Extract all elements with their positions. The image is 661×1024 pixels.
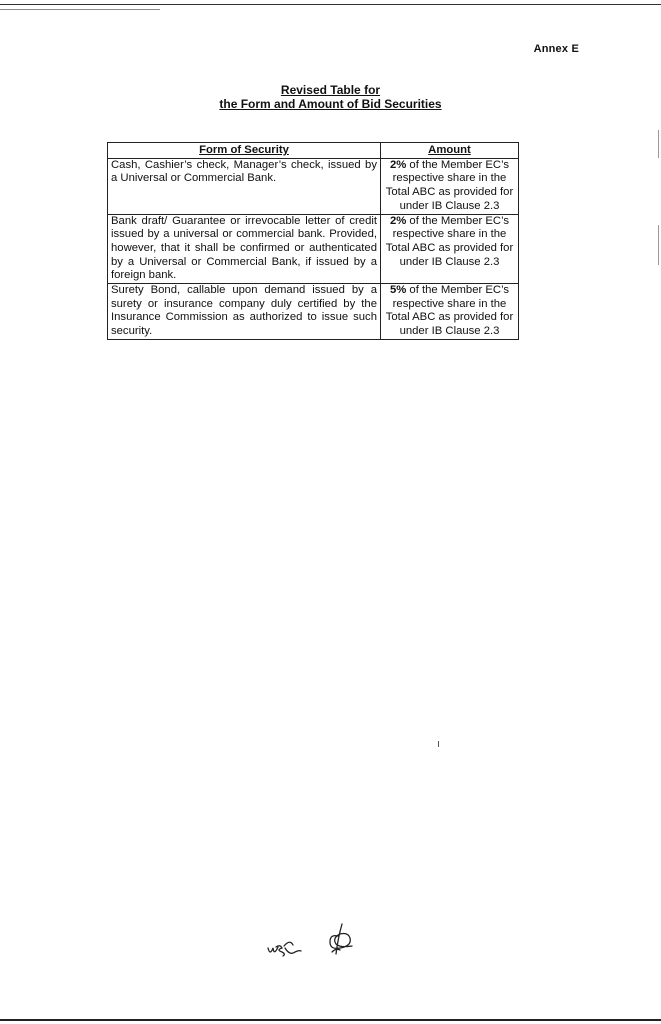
scan-edge-mark <box>658 130 659 158</box>
scan-top-border <box>0 4 661 5</box>
scan-speck <box>438 741 439 747</box>
amount-cell <box>381 214 519 284</box>
title-line-1: Revised Table for <box>280 83 381 97</box>
amount-percent: 5% <box>389 284 407 297</box>
amount-description: of the Member EC’s respective share in the Total ABC as provided for under IB Clause 2.3 <box>385 284 514 338</box>
amount-cell <box>381 158 519 214</box>
amount-percent: 2% <box>389 214 407 227</box>
initials-signature <box>330 924 352 954</box>
column-header-amount: Amount <box>381 143 519 159</box>
form-of-security-cell: Cash, Cashier’s check, Manager’s check, issued by a Universal or Commercial Bank. <box>108 158 381 214</box>
column-header-form: Form of Security <box>108 143 381 159</box>
table-row <box>108 214 519 284</box>
scan-bottom-border <box>0 1019 661 1021</box>
bid-securities-table <box>107 142 519 340</box>
amount-percent: 2% <box>389 158 407 171</box>
handwritten-initials <box>262 916 372 966</box>
form-of-security-cell: Surety Bond, callable upon demand issued by a surety or insurance company duly certified by the Insurance Commission as authorized to issue such security. <box>108 284 381 340</box>
form-of-security-cell: Bank draft/ Guarantee or irrevocable letter of credit issued by a universal or commercial bank. Provided, however, that it shall be confirmed or authenticated by a Universal or Commercial Bank, if issued by a foreign bank. <box>108 214 381 284</box>
table-row <box>108 158 519 214</box>
amount-description: of the Member EC’s respective share in the Total ABC as provided for under IB Clause 2.3 <box>385 214 514 268</box>
amount-cell <box>381 284 519 340</box>
table-header-row <box>108 143 519 159</box>
annex-label: Annex E <box>533 43 579 55</box>
amount-description: of the Member EC’s respective share in the Total ABC as provided for under IB Clause 2.3 <box>385 158 514 212</box>
initials-usc <box>268 942 301 956</box>
document-title <box>0 83 661 111</box>
scan-top-border-fragment <box>0 9 160 10</box>
table-row <box>108 284 519 340</box>
title-line-2: the Form and Amount of Bid Securities <box>219 97 442 111</box>
scan-edge-mark <box>658 225 659 265</box>
